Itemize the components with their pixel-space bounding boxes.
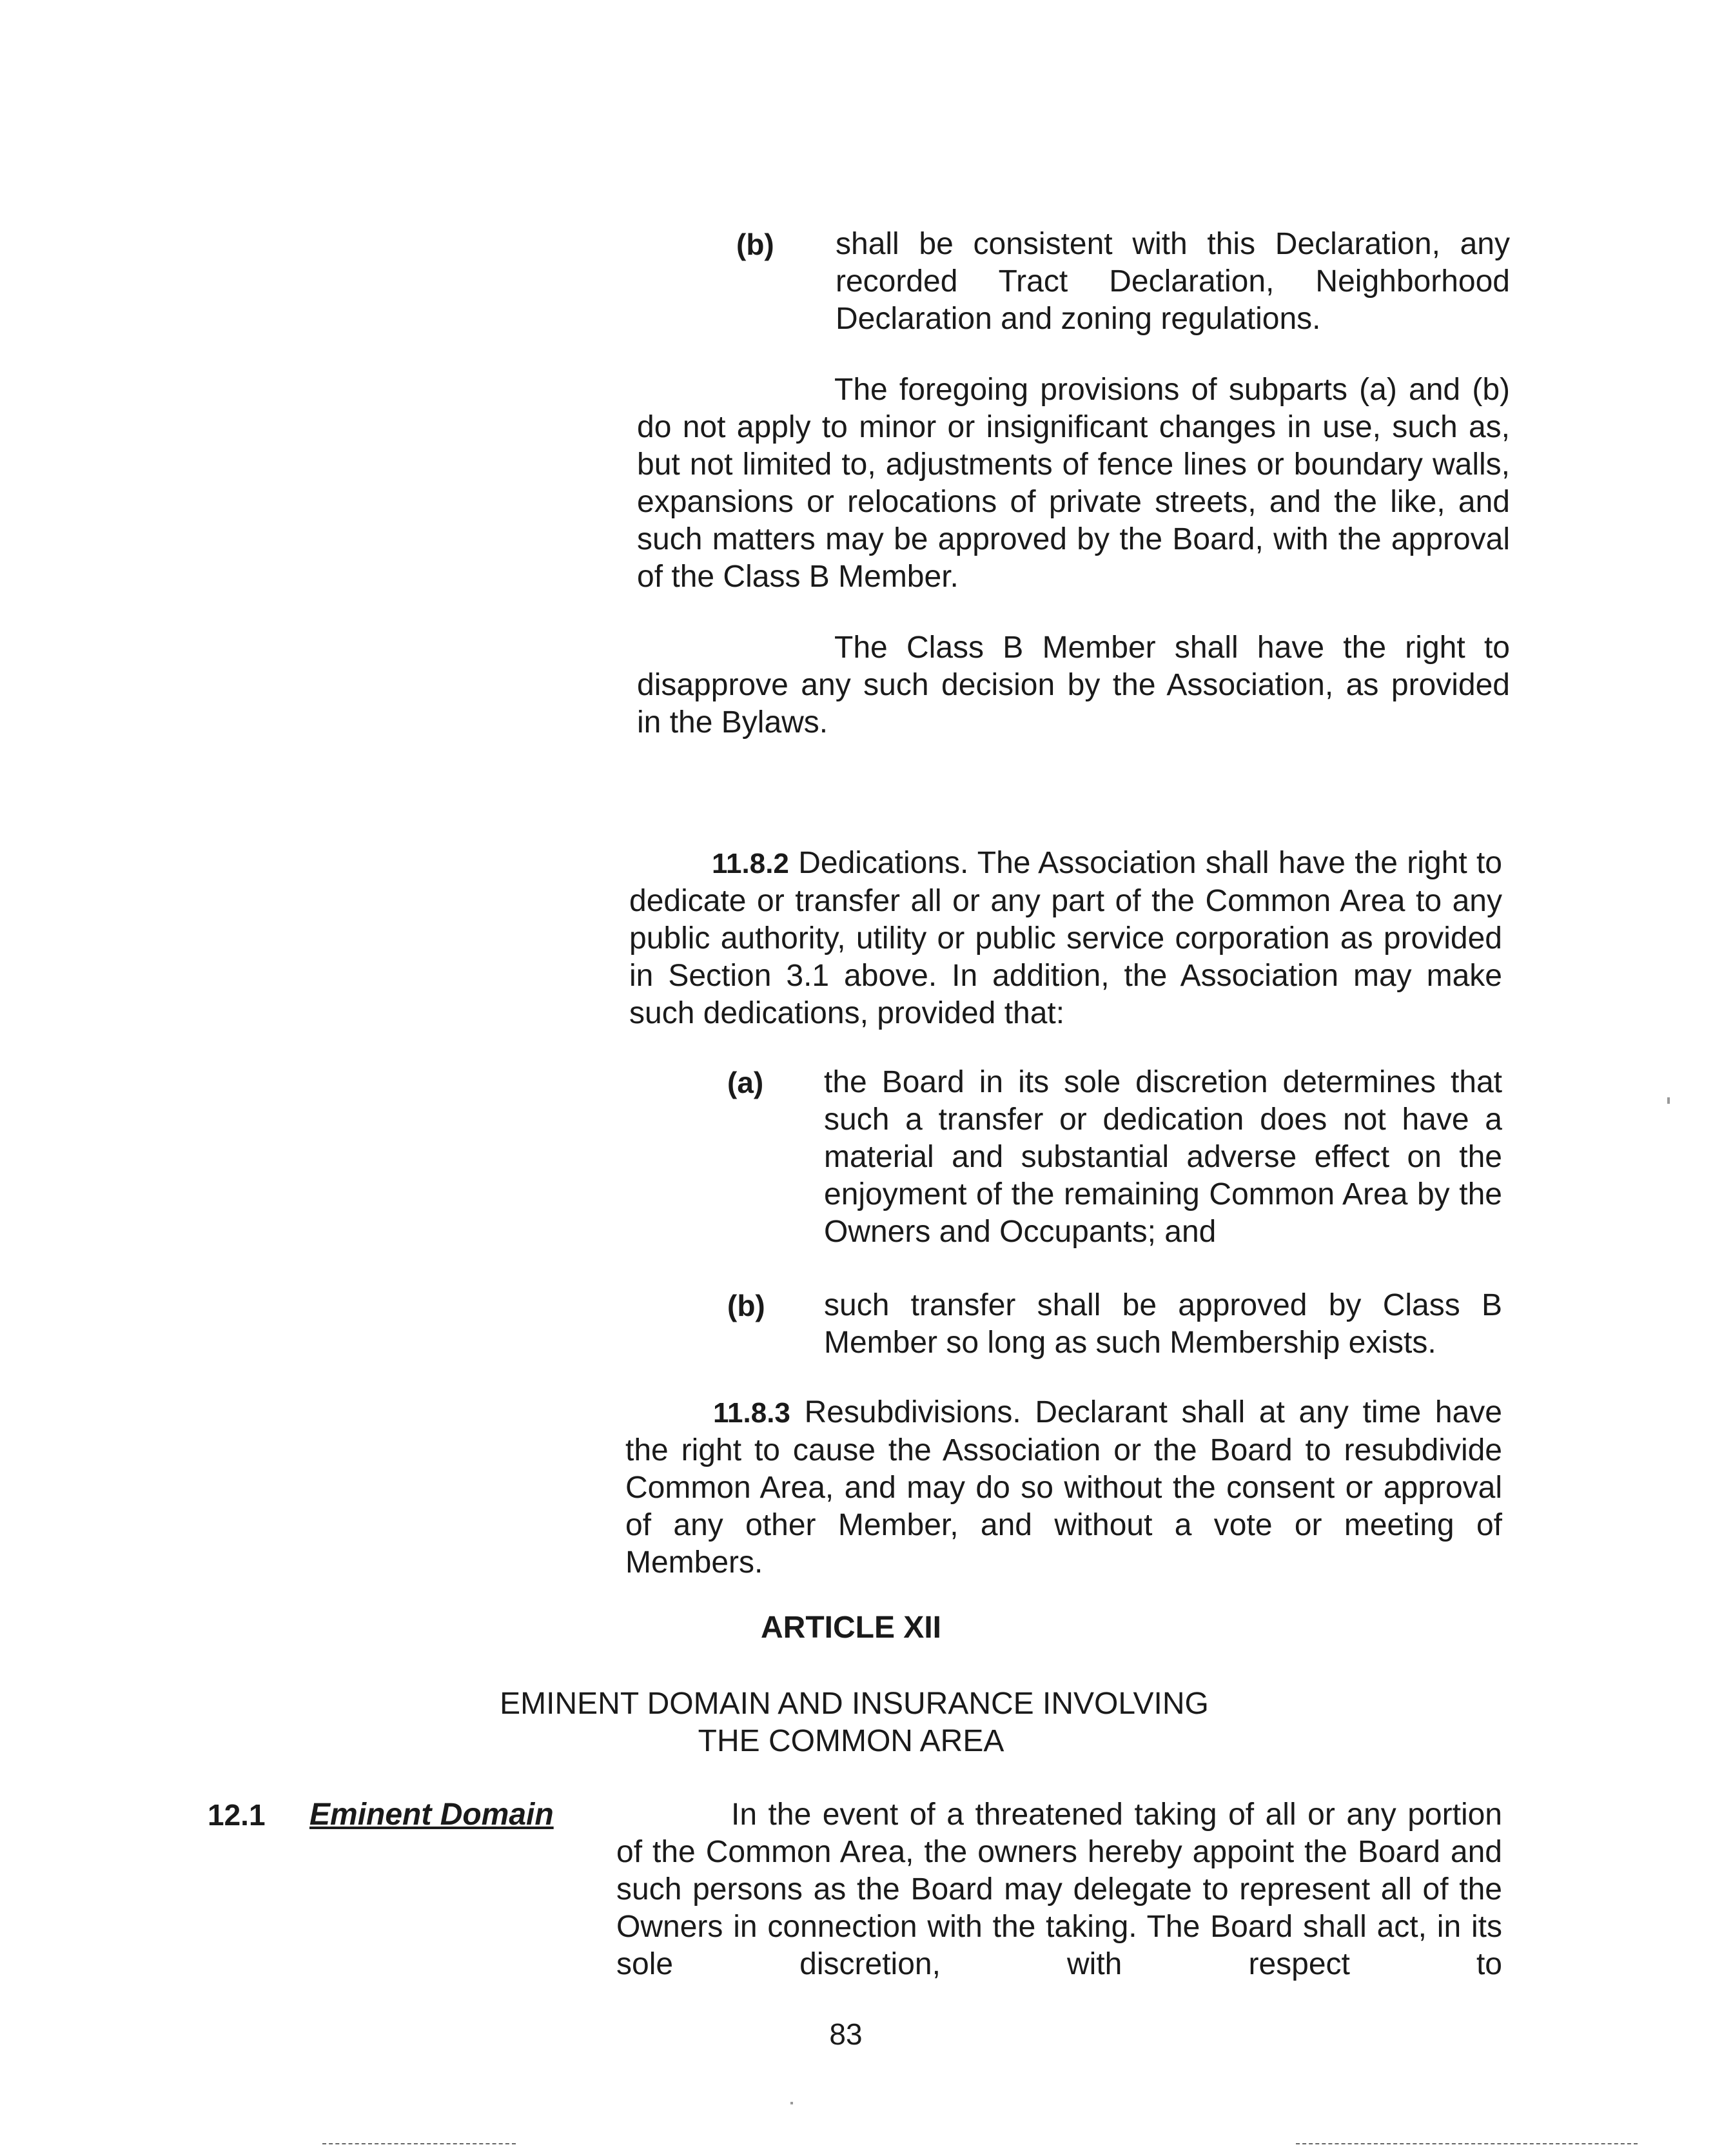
section-11-8-2-paragraph: [629, 845, 1502, 1032]
article-heading: ARTICLE XII: [760, 1611, 941, 1645]
section-12-1-number: 12.1: [208, 1798, 266, 1832]
scan-speck: [790, 2102, 793, 2104]
scan-speck: [1667, 1097, 1670, 1104]
section-12-1-text: In the event of a threatened taking of all or any portion of the Common Area, the owners hereby appoint the Board and such persons as the Board may delegate to represent all of the Owners in connection with the taking. The Board shall act, in its sole discretion, with respect to: [616, 1798, 1502, 1981]
list-item-b-top-text: shall be consistent with this Declaration, any recorded Tract Declaration, Neighborhood Declaration and zoning regulations.: [836, 227, 1510, 336]
article-title-line-2: THE COMMON AREA: [698, 1724, 1004, 1758]
page-number: 83: [829, 2017, 863, 2051]
list-label-a: (a): [727, 1066, 764, 1099]
section-11-8-3-paragraph: [625, 1394, 1502, 1582]
paragraph-class-b-right: The Class B Member shall have the right to disapprove any such decision by the Association, as provided in the Bylaws.: [637, 631, 1510, 740]
list-label-b-top: (b): [736, 228, 774, 261]
section-11-8-2-number: 11.8.2: [712, 848, 789, 879]
scan-footer-line-right: [1296, 2143, 1638, 2146]
section-11-8-3-number: 11.8.3: [713, 1397, 790, 1429]
paragraph-foregoing-provisions: The foregoing provisions of subparts (a) and (b) do not apply to minor or insignificant changes in use, such as, but not limited to, adjustments of fence lines or boundary walls, expansions or relocations of private streets, and the like, and such matters may be approved by the Board, with the approval of the Class B Member.: [637, 373, 1510, 594]
article-title-line-1: EMINENT DOMAIN AND INSURANCE INVOLVING: [500, 1687, 1209, 1721]
section-11-8-3-text: Resubdivisions. Declarant shall at any time have the right to cause the Association or the Board to resubdivide Common Area, and may do so without the consent or approval of any other Member, and without a vote or meeting of Members.: [625, 1395, 1502, 1580]
section-12-1-title: Eminent Domain: [309, 1798, 554, 1832]
list-item-b-dedication-text: such transfer shall be approved by Class B Member so long as such Membership exists.: [824, 1288, 1502, 1360]
scan-footer-line-left: [322, 2143, 516, 2146]
list-item-a-text: the Board in its sole discretion determines that such a transfer or dedication does not have a material and substantial adverse effect on the enjoyment of the remaining Common Area by the Owners and Occupants; and: [824, 1065, 1502, 1249]
list-label-b-dedication: (b): [727, 1289, 765, 1322]
section-11-8-2-text: Dedications. The Association shall have the right to dedicate or transfer all or any part of the Common Area to any public authority, utility or public service corporation as provided in Section 3.1 above. In addition, the Association may make such dedications, provided that:: [629, 846, 1502, 1030]
